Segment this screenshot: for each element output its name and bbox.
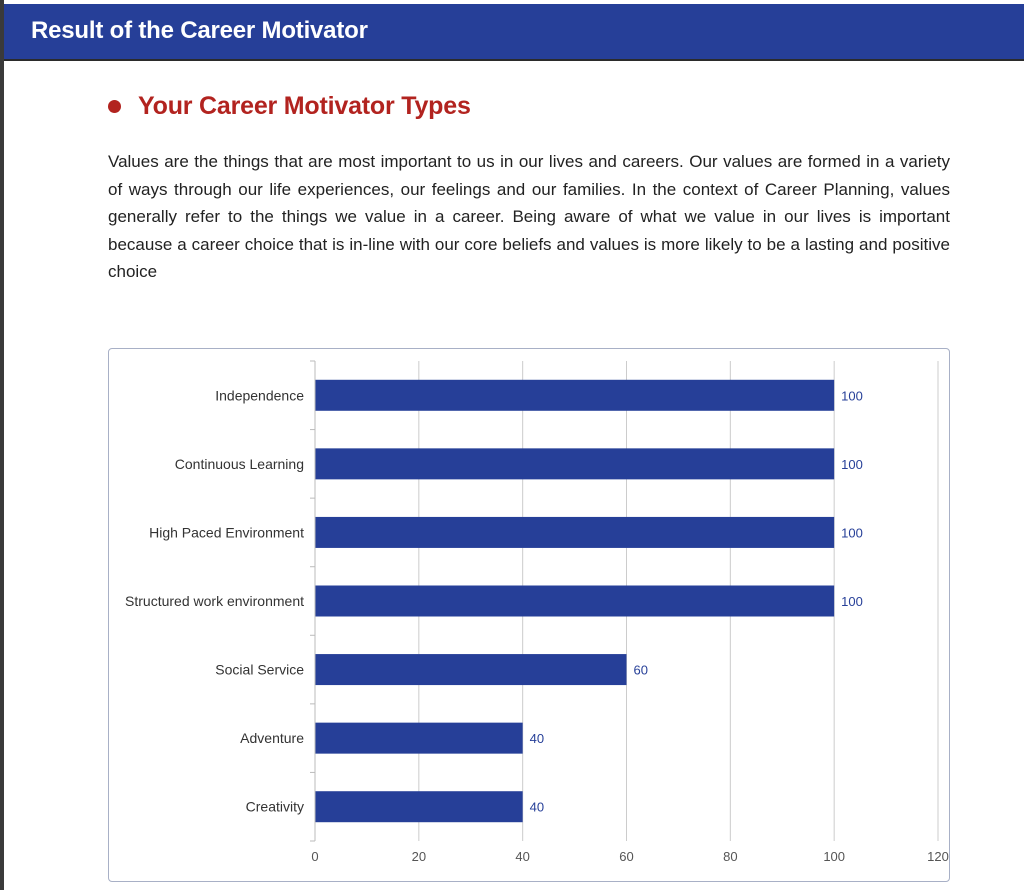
bar: [316, 448, 835, 479]
bullet-icon: [108, 100, 121, 113]
x-tick-label: 0: [311, 849, 319, 864]
x-tick-label: 120: [927, 849, 949, 864]
bar-chart: [109, 349, 950, 882]
category-label: Independence: [215, 387, 304, 404]
category-label: Continuous Learning: [174, 455, 304, 472]
value-label: 100: [841, 456, 863, 472]
bar: [316, 654, 627, 685]
value-label: 100: [841, 388, 863, 404]
x-tick-label: 100: [823, 849, 846, 864]
bar: [316, 517, 835, 548]
value-label: 40: [529, 731, 545, 747]
value-label: 100: [841, 525, 863, 541]
x-tick-label: 60: [619, 849, 634, 864]
value-label: 100: [841, 594, 863, 609]
value-label: 40: [529, 799, 545, 815]
x-tick-label: 40: [515, 849, 530, 864]
x-tick-label: 80: [723, 849, 738, 864]
intro-paragraph: Values are the things that are most important to us in our lives and careers. Our values are formed in a variety of ways through our life experiences, our feelings and our families. In the context of Career Planning, values generally refer to the things we value in a career. Being aware of what we value in our lives is important because a career choice that is in-line with our core beliefs and values is more likely to be a lasting and positive choice: [108, 152, 950, 281]
category-label: High Paced Environment: [149, 524, 304, 541]
x-tick-label: 20: [411, 849, 427, 864]
bar: [316, 380, 835, 411]
category-label: Adventure: [240, 730, 304, 747]
header-bar: [4, 4, 1024, 61]
window-left-edge: [0, 0, 4, 890]
bar: [316, 791, 523, 822]
section-heading: [108, 92, 471, 121]
value-label: 60: [633, 662, 648, 678]
page-title: Result of the Career Motivator: [31, 17, 368, 44]
section-title: Your Career Motivator Types: [138, 92, 471, 120]
bar: [316, 723, 523, 754]
category-label: Social Service: [215, 661, 304, 678]
chart-container: [108, 348, 950, 882]
category-label: Structured work environment: [125, 593, 304, 609]
category-label: Creativity: [245, 798, 304, 815]
bar: [316, 586, 835, 617]
